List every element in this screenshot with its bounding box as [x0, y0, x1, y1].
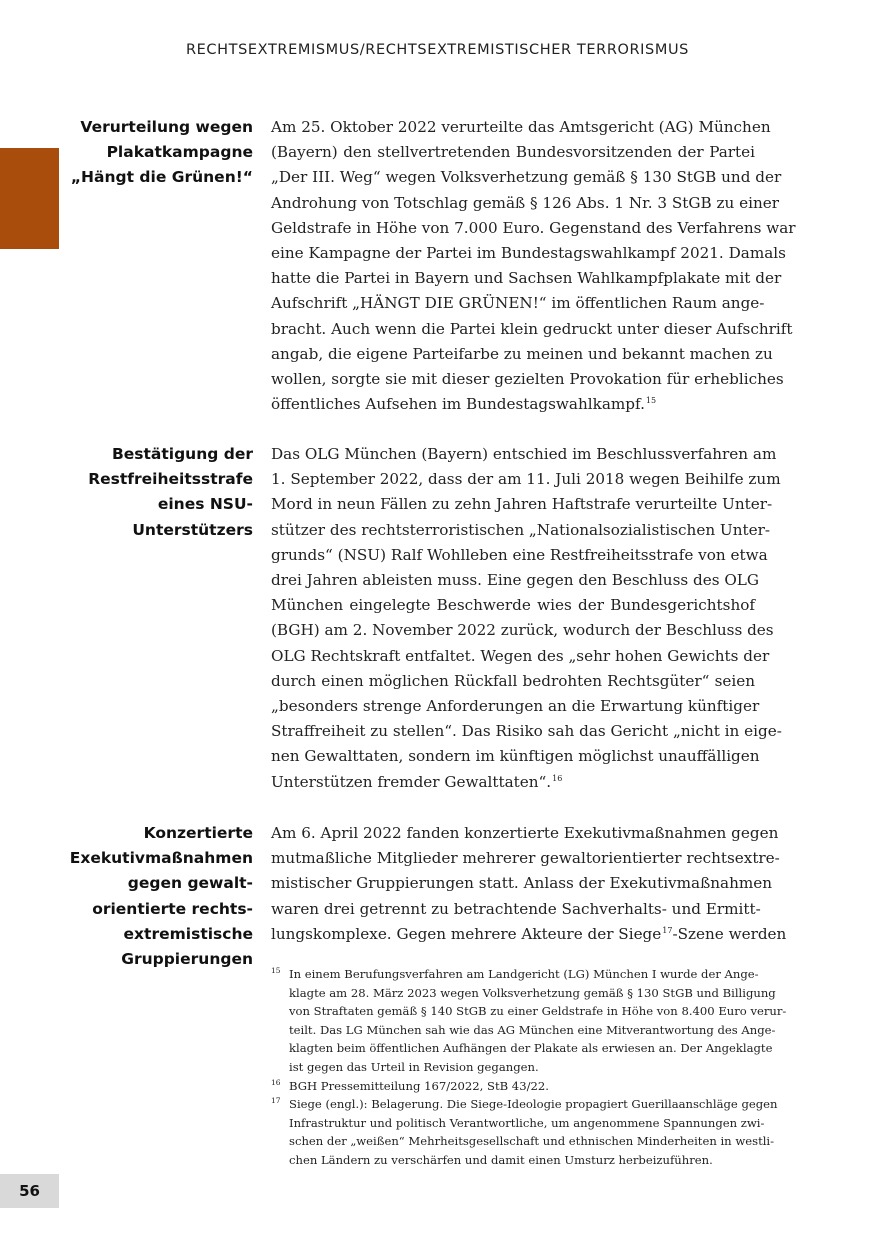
paragraph-exekutivmassnahmen [271, 821, 787, 947]
text-fragment: Unterstützen fremder Gewalttaten“. [271, 772, 552, 791]
footnote-16 [271, 1077, 755, 1096]
footnote-line: von Straftaten gemäß § 140 StGB zu einer Geldstrafe in Höhe von 8.400 Euro verur- [289, 1004, 787, 1019]
footnote-number: 16 [271, 1077, 281, 1087]
side-heading-exekutivmassnahmen [60, 821, 253, 972]
text-fragment: lungskomplexe. Gegen mehrere Akteure der Siege [271, 924, 662, 943]
heading-line: gegen gewalt- [127, 874, 253, 893]
footnotes [271, 965, 787, 1170]
heading-line: Unterstützers [132, 520, 253, 539]
text-line: mistischer Gruppierungen statt. Anlass der Exekutivmaßnahmen [271, 874, 773, 893]
text-line: München eingelegte Beschwerde wies der Bundesgerichtshof [271, 596, 755, 615]
text-fragment: -Szene werden [672, 924, 787, 943]
footnote-ref-15[interactable]: 15 [645, 396, 657, 406]
paragraph-nsu-unterstuetzer [271, 442, 782, 795]
footnote-line: klagten beim öffentlichen Aufhängen der Plakate als erwiesen an. Der Angeklagte [289, 1041, 773, 1056]
text-line [271, 770, 755, 795]
text-line: Geldstrafe in Höhe von 7.000 Euro. Gegenstand des Verfahrens war [271, 218, 796, 237]
text-fragment: öffentliches Aufsehen im Bundestagswahlkampf. [271, 395, 645, 414]
heading-line: Plakatkampagne [106, 143, 253, 162]
footnote-line: chen Ländern zu verschärfen und damit einen Umsturz herbeizuführen. [289, 1152, 713, 1167]
side-heading-nsu-unterstuetzer [60, 442, 253, 543]
footnote-ref-17[interactable]: 17 [662, 925, 673, 935]
footnote-number: 15 [271, 966, 281, 975]
footnote-line: teilt. Das LG München sah wie das AG München eine Mitverantwortung des Ange- [289, 1022, 776, 1037]
text-line: Mord in neun Fällen zu zehn Jahren Haftstrafe verurteilte Unter- [271, 495, 773, 514]
text-line: (Bayern) den stellvertretenden Bundesvorsitzenden der Partei [271, 143, 755, 162]
heading-line: „Hängt die Grünen!“ [70, 168, 253, 187]
text-line [271, 922, 787, 947]
text-line: „Der III. Weg“ wegen Volksverhetzung gemäß § 130 StGB und der [271, 168, 782, 187]
text-line: Aufschrift „HÄNGT DIE GRÜNEN!“ im öffentlichen Raum ange- [271, 294, 765, 313]
chapter-color-tab [0, 148, 59, 249]
text-line: nen Gewalttaten, sondern im künftigen möglichst unauffälligen [271, 747, 760, 766]
heading-line: Gruppierungen [121, 950, 253, 969]
heading-line: extremistische [123, 924, 253, 943]
text-line: 1. September 2022, dass der am 11. Juli 2018 wegen Beihilfe zum [271, 470, 781, 489]
text-line: eine Kampagne der Partei im Bundestagswahlkampf 2021. Damals [271, 244, 786, 263]
text-line: grunds“ (NSU) Ralf Wohlleben eine Restfreiheitsstrafe von etwa [271, 545, 768, 564]
text-line: (BGH) am 2. November 2022 zurück, wodurch der Beschluss des [271, 621, 774, 640]
text-line: Das OLG München (Bayern) entschied im Beschlussverfahren am [271, 445, 777, 463]
text-line: Androhung von Totschlag gemäß § 126 Abs. 1 Nr. 3 StGB zu einer [271, 193, 779, 212]
text-line: mutmaßliche Mitglieder mehrerer gewaltorientierter rechtsextre- [271, 849, 780, 868]
text-line: waren drei getrennt zu betrachtende Sachverhalts- und Ermitt- [271, 899, 761, 918]
footnote-line: ist gegen das Urteil in Revision gegangen. [289, 1059, 539, 1074]
text-line: bracht. Auch wenn die Partei klein gedruckt unter dieser Aufschrift [271, 319, 793, 338]
side-heading-plakatkampagne [60, 115, 253, 191]
footnote-17 [271, 1095, 778, 1169]
footnote-line: BGH Pressemitteilung 167/2022, StB 43/22. [289, 1078, 549, 1093]
text-line: Am 6. April 2022 fanden konzertierte Exekutivmaßnahmen gegen [271, 824, 779, 842]
footnote-line: Infrastruktur und politisch Verantwortliche, um angenommene Spannungen zwi- [289, 1115, 765, 1130]
footnote-line: Siege (engl.): Belagerung. Die Siege-Ideologie propagiert Guerillaanschläge gegen [289, 1097, 778, 1112]
heading-line: orientierte rechts- [92, 899, 253, 918]
text-line: Am 25. Oktober 2022 verurteilte das Amtsgericht (AG) München [271, 118, 771, 136]
footnote-ref-16[interactable]: 16 [552, 773, 563, 783]
paragraph-plakatkampagne [271, 115, 796, 417]
text-line: wollen, sorgte sie mit dieser gezielten Provokation für erhebliches [271, 370, 784, 389]
heading-line: Verurteilung wegen [80, 118, 253, 136]
text-line: drei Jahren ableisten muss. Eine gegen den Beschluss des OLG [271, 571, 760, 590]
heading-line: Exekutivmaßnahmen [69, 849, 253, 868]
text-line: stützer des rechtsterroristischen „Nationalsozialistischen Unter- [271, 520, 770, 539]
text-line: Straffreiheit zu stellen“. Das Risiko sah das Gericht „nicht in eige- [271, 722, 782, 741]
footnote-number: 17 [271, 1096, 281, 1106]
text-line: „besonders strenge Anforderungen an die Erwartung künftiger [271, 697, 760, 716]
footnote-line: schen der „weißen“ Mehrheitsgesellschaft und ethnischen Minderheiten in westli- [289, 1134, 775, 1149]
text-line: OLG Rechtskraft entfaltet. Wegen des „sehr hohen Gewichts der [271, 646, 770, 665]
text-line: durch einen möglichen Rückfall bedrohten Rechtsgüter“ seien [271, 671, 755, 690]
footnote-line: In einem Berufungsverfahren am Landgericht (LG) München I wurde der Ange- [289, 967, 759, 981]
heading-line: Restfreiheitsstrafe [88, 470, 253, 489]
text-line: angab, die eigene Parteifarbe zu meinen und bekannt machen zu [271, 344, 773, 363]
heading-line: eines NSU- [157, 495, 253, 514]
footnote-15 [271, 965, 787, 1077]
text-line [271, 392, 755, 417]
page-number: 56 [0, 1174, 59, 1208]
heading-line: Konzertierte [143, 824, 253, 842]
running-header: RECHTSEXTREMISMUS/RECHTSEXTREMISTISCHER TERRORISMUS [186, 42, 689, 58]
footnote-line: klagte am 28. März 2023 wegen Volksverhetzung gemäß § 130 StGB und Billigung [289, 985, 776, 1000]
text-line: hatte die Partei in Bayern und Sachsen Wahlkampfplakate mit der [271, 269, 782, 288]
heading-line: Bestätigung der [111, 445, 253, 463]
